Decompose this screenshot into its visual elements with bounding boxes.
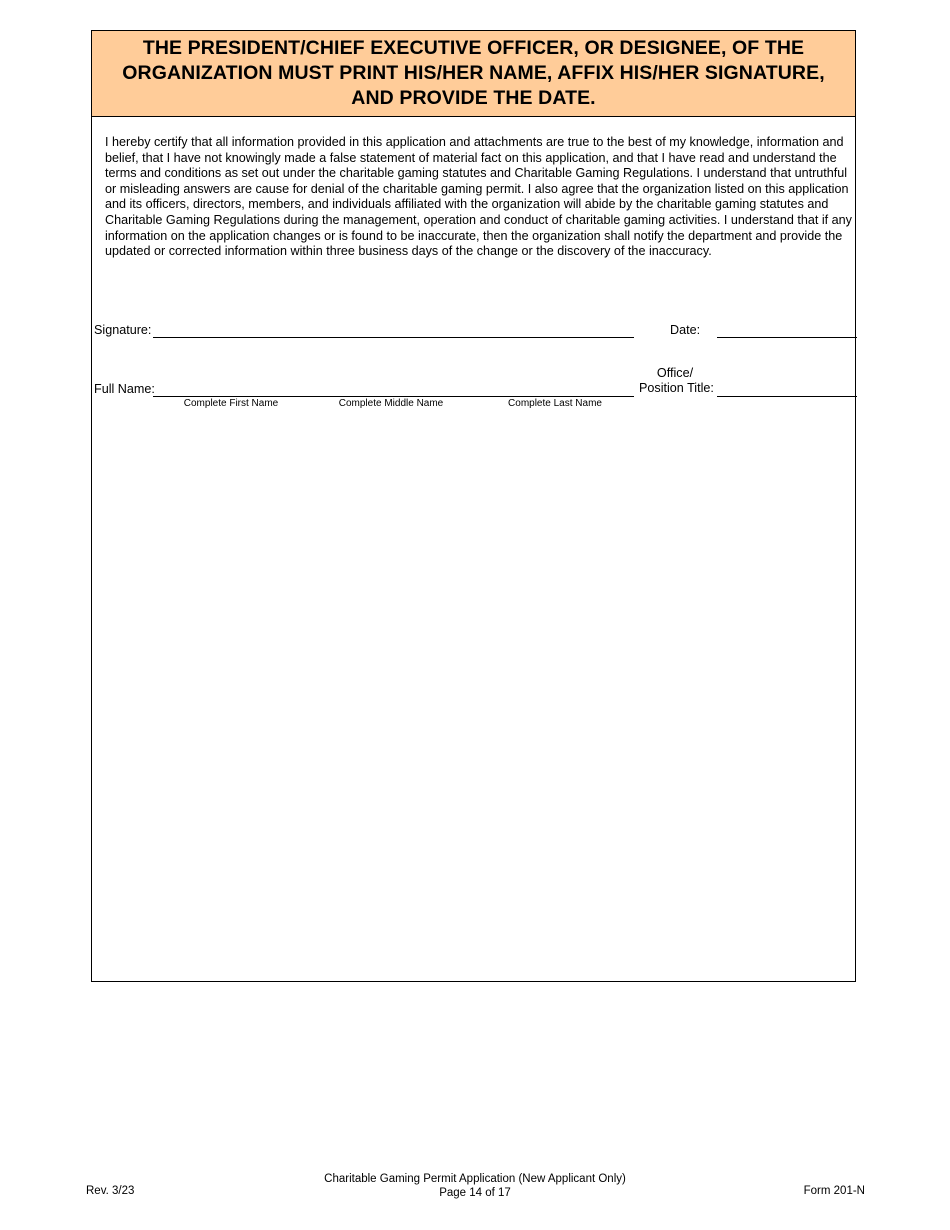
- page-number: Page 14 of 17: [439, 1187, 511, 1199]
- instruction-banner: [92, 31, 855, 117]
- signature-label: Signature:: [94, 323, 152, 337]
- revision-label: Rev. 3/23: [86, 1185, 135, 1197]
- instruction-line: ORGANIZATION MUST PRINT HIS/HER NAME, AFFIX HIS/HER SIGNATURE,: [122, 62, 825, 84]
- office-title-field[interactable]: [717, 396, 857, 397]
- certification-statement: I hereby certify that all information provided in this application and attachments are true to the best of my knowledge, information and belief, that I have not knowingly made a false statement of material fact on this application, and that I have read and understand the terms and conditions as set out under the charitable gaming statutes and Charitable Gaming Regulations. I understand that untruthful or misleading answers are cause for denial of the charitable gaming permit. I also agree that the organization listed on this application and its officers, directors, members, and individuals affiliated with the organization will abide by the charitable gaming statutes and Charitable Gaming Regulations during the management, operation and conduct of charitable gaming activities. I understand that if any information on the application changes or is found to be inaccurate, then the organization shall notify the department and provide the updated or corrected information within three business days of the change or the discovery of the inaccuracy.: [105, 135, 852, 259]
- signature-field[interactable]: [153, 337, 634, 338]
- office-label-line2: Position Title:: [639, 381, 714, 395]
- full-name-label: Full Name:: [94, 382, 155, 396]
- office-label-line1: Office/: [656, 366, 694, 380]
- date-field[interactable]: [717, 337, 857, 338]
- instruction-title: [114, 36, 832, 111]
- middle-name-caption: Complete Middle Name: [338, 398, 444, 409]
- instruction-line: AND PROVIDE THE DATE.: [351, 87, 596, 109]
- date-label: Date:: [670, 323, 701, 337]
- first-name-caption: Complete First Name: [183, 398, 279, 409]
- full-name-field[interactable]: [153, 396, 634, 397]
- last-name-caption: Complete Last Name: [508, 398, 602, 409]
- application-name: Charitable Gaming Permit Application (New Applicant Only): [324, 1173, 626, 1185]
- instruction-line: THE PRESIDENT/CHIEF EXECUTIVE OFFICER, OR DESIGNEE, OF THE: [142, 37, 805, 59]
- form-number: Form 201-N: [803, 1185, 865, 1197]
- certification-form: [91, 30, 856, 982]
